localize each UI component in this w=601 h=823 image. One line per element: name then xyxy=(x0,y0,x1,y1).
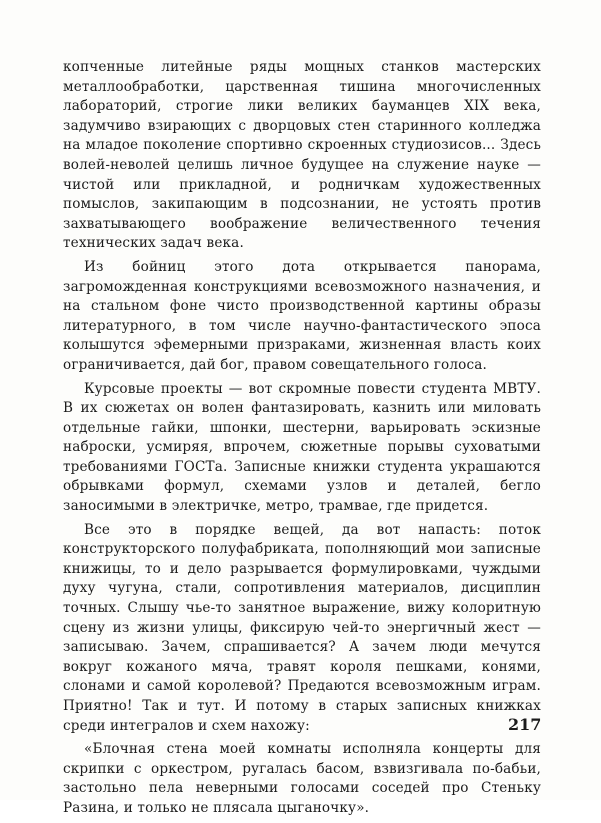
paragraph-2: Из бойниц этого дота открывается панорама, загроможденная конструкциями всевозможного назначения, и на стальном фоне чисто производственной картины образы литературного, в том числе научно-фантастического эпоса колышутся эфемерными призраками, жизненная власть коих ограничивается, дай бог, правом совещательного голоса. xyxy=(63,258,541,373)
page-number: 217 xyxy=(508,715,542,734)
paragraph-3: Курсовые проекты — вот скромные повести студента МВТУ. В их сюжетах он волен фантазировать, казнить или миловать отдельные гайки, шпонки, шестерни, варьировать эскизные наброски, усмиряя, впрочем, сюжетные порывы суховатыми требованиями ГОСТа. Записные книжки студента украшаются обрывками формул, схемами узлов и деталей, бегло заносимыми в электричке, метро, трамвае, где придется. xyxy=(63,380,541,515)
body-text xyxy=(63,58,541,823)
paragraph-1: копченные литейные ряды мощных станков мастерских металлообработки, царственная тишина многочисленных лабораторий, строгие лики великих бауманцев XIX века, задумчиво взирающих с дворцовых стен старинного колледжа на младое поколение спортивно скроенных студиозисов... Здесь волей-неволей целишь личное будущее на служение науке — чистой или прикладной, и родничкам художественных помыслов, закипающим в подсознании, не устоять против захватывающего воображение величественного течения технических задач века. xyxy=(63,59,541,252)
paragraph-4: Все это в порядке вещей, да вот напасть: поток конструкторского полуфабриката, пополняющий мои записные книжицы, то и дело разрывается формулировками, чуждыми духу чугуна, стали, сопротивления материалов, дисциплин точных. Слышу чье-то занятное выражение, вижу колоритную сцену из жизни улицы, фиксирую чей-то энергичный жест — записываю. Зачем, спрашивается? А зачем люди мечутся вокруг кожаного мяча, травят короля пешками, конями, слонами и самой королевой? Предаются всевозможным играм. Приятно! Так и тут. И потому в старых записных книжках среди интегралов и схем нахожу: xyxy=(63,521,541,734)
paragraph-5: «Блочная стена моей комнаты исполняла концерты для скрипки с оркестром, ругалась басом, взвизгивала по-бабьи, застольно пела неверными голосами соседей про Стеньку Разина, и только не плясала цыганочку». xyxy=(63,741,541,816)
